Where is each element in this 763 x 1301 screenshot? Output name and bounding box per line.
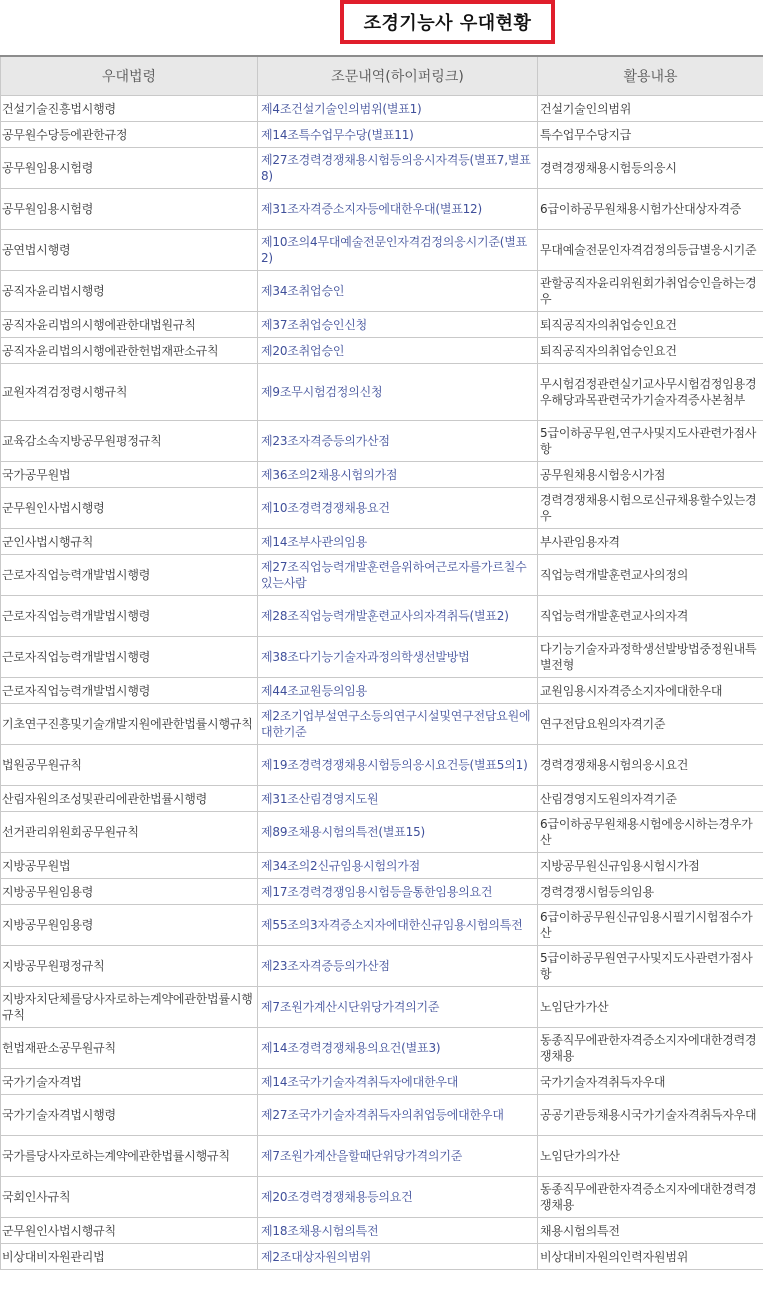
law-name-cell: 근로자직업능력개발법시행령 xyxy=(1,678,258,704)
table-row xyxy=(1,312,763,338)
table-row xyxy=(1,462,763,488)
law-name-cell: 비상대비자원관리법 xyxy=(1,1244,258,1270)
title-area xyxy=(0,0,763,46)
law-name-cell: 근로자직업능력개발법시행령 xyxy=(1,555,258,596)
table-row xyxy=(1,555,763,596)
table-row xyxy=(1,364,763,421)
table-row xyxy=(1,529,763,555)
article-link[interactable]: 제14조국가기술자격취득자에대한우대 xyxy=(258,1069,538,1095)
preference-table xyxy=(0,55,763,1270)
table-row xyxy=(1,1177,763,1218)
usage-cell: 동종직무에관한자격증소지자에대한경력경쟁채용 xyxy=(538,1177,763,1218)
article-link[interactable]: 제14조경력경쟁채용의요건(별표3) xyxy=(258,1028,538,1069)
table-row xyxy=(1,704,763,745)
article-link[interactable]: 제4조건설기술인의범위(별표1) xyxy=(258,96,538,122)
table-row xyxy=(1,488,763,529)
law-name-cell: 교원자격검정령시행규칙 xyxy=(1,364,258,421)
article-link[interactable]: 제44조교원등의임용 xyxy=(258,678,538,704)
table-header-row xyxy=(1,56,763,96)
law-name-cell: 법원공무원규칙 xyxy=(1,745,258,786)
law-name-cell: 공직자윤리법의시행에관한대법원규칙 xyxy=(1,312,258,338)
law-name-cell: 지방공무원법 xyxy=(1,853,258,879)
table-row xyxy=(1,1095,763,1136)
usage-cell: 무대예술전문인자격검정의등급별응시기준 xyxy=(538,230,763,271)
law-name-cell: 국가기술자격법 xyxy=(1,1069,258,1095)
table-row xyxy=(1,1069,763,1095)
law-name-cell: 군인사법시행규칙 xyxy=(1,529,258,555)
article-link[interactable]: 제23조자격증등의가산점 xyxy=(258,421,538,462)
table-row xyxy=(1,905,763,946)
table-row xyxy=(1,786,763,812)
usage-cell: 5급이하공무원,연구사및지도사관련가점사항 xyxy=(538,421,763,462)
law-name-cell: 공직자윤리법시행령 xyxy=(1,271,258,312)
article-link[interactable]: 제19조경력경쟁채용시험등의응시요건등(별표5의1) xyxy=(258,745,538,786)
usage-cell: 국가기술자격취득자우대 xyxy=(538,1069,763,1095)
usage-cell: 5급이하공무원연구사및지도사관련가점사항 xyxy=(538,946,763,987)
article-link[interactable]: 제20조경력경쟁채용등의요건 xyxy=(258,1177,538,1218)
usage-cell: 관할공직자윤리위원회가취업승인을하는경우 xyxy=(538,271,763,312)
law-name-cell: 국가기술자격법시행령 xyxy=(1,1095,258,1136)
usage-cell: 지방공무원신규임용시험시가점 xyxy=(538,853,763,879)
article-link[interactable]: 제34조취업승인 xyxy=(258,271,538,312)
law-name-cell: 지방자치단체를당사자로하는계약에관한법률시행규칙 xyxy=(1,987,258,1028)
law-name-cell: 공연법시행령 xyxy=(1,230,258,271)
usage-cell: 비상대비자원의인력자원범위 xyxy=(538,1244,763,1270)
law-name-cell: 건설기술진흥법시행령 xyxy=(1,96,258,122)
article-link[interactable]: 제2조기업부설연구소등의연구시설및연구전담요원에대한기준 xyxy=(258,704,538,745)
table-row xyxy=(1,987,763,1028)
table-row xyxy=(1,189,763,230)
law-name-cell: 선거관리위원회공무원규칙 xyxy=(1,812,258,853)
usage-cell: 특수업무수당지급 xyxy=(538,122,763,148)
header-article: 조문내역(하이퍼링크) xyxy=(258,56,538,96)
law-name-cell: 공무원임용시험령 xyxy=(1,189,258,230)
table-row xyxy=(1,148,763,189)
usage-cell: 경력경쟁채용시험으로신규채용할수있는경우 xyxy=(538,488,763,529)
article-link[interactable]: 제10조경력경쟁채용요건 xyxy=(258,488,538,529)
usage-cell: 6급이하공무원채용시험가산대상자격증 xyxy=(538,189,763,230)
article-link[interactable]: 제14조부사관의임용 xyxy=(258,529,538,555)
law-name-cell: 근로자직업능력개발법시행령 xyxy=(1,637,258,678)
article-link[interactable]: 제36조의2채용시험의가점 xyxy=(258,462,538,488)
article-link[interactable]: 제89조채용시험의특전(별표15) xyxy=(258,812,538,853)
usage-cell: 공공기관등채용시국가기술자격취득자우대 xyxy=(538,1095,763,1136)
table-row xyxy=(1,122,763,148)
usage-cell: 퇴직공직자의취업승인요건 xyxy=(538,312,763,338)
usage-cell: 노임단가의가산 xyxy=(538,1136,763,1177)
usage-cell: 6급이하공무원채용시험에응시하는경우가산 xyxy=(538,812,763,853)
article-link[interactable]: 제27조국가기술자격취득자의취업등에대한우대 xyxy=(258,1095,538,1136)
header-usage: 활용내용 xyxy=(538,56,763,96)
article-link[interactable]: 제9조무시험검정의신청 xyxy=(258,364,538,421)
usage-cell: 산림경영지도원의자격기준 xyxy=(538,786,763,812)
header-law: 우대법령 xyxy=(1,56,258,96)
law-name-cell: 지방공무원평정규칙 xyxy=(1,946,258,987)
article-link[interactable]: 제7조원가계산시단위당가격의기준 xyxy=(258,987,538,1028)
article-link[interactable]: 제23조자격증등의가산점 xyxy=(258,946,538,987)
law-name-cell: 산림자원의조성및관리에관한법률시행령 xyxy=(1,786,258,812)
law-name-cell: 지방공무원임용령 xyxy=(1,879,258,905)
table-row xyxy=(1,96,763,122)
usage-cell: 교원임용시자격증소지자에대한우대 xyxy=(538,678,763,704)
law-name-cell: 기초연구진흥및기술개발지원에관한법률시행규칙 xyxy=(1,704,258,745)
table-row xyxy=(1,230,763,271)
law-name-cell: 공직자윤리법의시행에관한헌법재판소규칙 xyxy=(1,338,258,364)
table-row xyxy=(1,946,763,987)
article-link[interactable]: 제31조산림경영지도원 xyxy=(258,786,538,812)
article-link[interactable]: 제27조경력경쟁채용시험등의응시자격등(별표7,별표8) xyxy=(258,148,538,189)
table-row xyxy=(1,812,763,853)
article-link[interactable]: 제14조특수업무수당(별표11) xyxy=(258,122,538,148)
usage-cell: 경력경쟁시험등의임용 xyxy=(538,879,763,905)
article-link[interactable]: 제28조직업능력개발훈련교사의자격취득(별표2) xyxy=(258,596,538,637)
page-title: 조경기능사 우대현황 xyxy=(340,0,555,44)
usage-cell: 직업능력개발훈련교사의정의 xyxy=(538,555,763,596)
law-name-cell: 교육감소속지방공무원평정규칙 xyxy=(1,421,258,462)
law-name-cell: 국회인사규칙 xyxy=(1,1177,258,1218)
law-name-cell: 군무원인사법시행규칙 xyxy=(1,1218,258,1244)
table-row xyxy=(1,879,763,905)
table-body xyxy=(1,96,763,1270)
usage-cell: 다기능기술자과정학생선발방법중정원내특별전형 xyxy=(538,637,763,678)
law-name-cell: 근로자직업능력개발법시행령 xyxy=(1,596,258,637)
law-name-cell: 공무원수당등에관한규정 xyxy=(1,122,258,148)
table-row xyxy=(1,1218,763,1244)
usage-cell: 동종직무에관한자격증소지자에대한경력경쟁채용 xyxy=(538,1028,763,1069)
article-link[interactable]: 제7조원가계산을할때단위당가격의기준 xyxy=(258,1136,538,1177)
table-row xyxy=(1,271,763,312)
table-row xyxy=(1,745,763,786)
table-row xyxy=(1,338,763,364)
usage-cell: 6급이하공무원신규임용시필기시험점수가산 xyxy=(538,905,763,946)
table-row xyxy=(1,596,763,637)
article-link[interactable]: 제38조다기능기술자과정의학생선발방법 xyxy=(258,637,538,678)
usage-cell: 경력경쟁채용시험의응시요건 xyxy=(538,745,763,786)
article-link[interactable]: 제27조직업능력개발훈련을위하여근로자를가르칠수있는사람 xyxy=(258,555,538,596)
table-row xyxy=(1,853,763,879)
law-name-cell: 헌법재판소공무원규칙 xyxy=(1,1028,258,1069)
usage-cell: 경력경쟁채용시험등의응시 xyxy=(538,148,763,189)
article-link[interactable]: 제2조대상자원의범위 xyxy=(258,1244,538,1270)
usage-cell: 노임단가가산 xyxy=(538,987,763,1028)
article-link[interactable]: 제20조취업승인 xyxy=(258,338,538,364)
table-row xyxy=(1,1028,763,1069)
table-row xyxy=(1,637,763,678)
usage-cell: 퇴직공직자의취업승인요건 xyxy=(538,338,763,364)
article-link[interactable]: 제34조의2신규임용시험의가점 xyxy=(258,853,538,879)
law-name-cell: 군무원인사법시행령 xyxy=(1,488,258,529)
article-link[interactable]: 제17조경력경쟁임용시험등을통한임용의요건 xyxy=(258,879,538,905)
table-row xyxy=(1,421,763,462)
law-name-cell: 공무원임용시험령 xyxy=(1,148,258,189)
usage-cell: 채용시험의특전 xyxy=(538,1218,763,1244)
usage-cell: 직업능력개발훈련교사의자격 xyxy=(538,596,763,637)
law-name-cell: 국가공무원법 xyxy=(1,462,258,488)
usage-cell: 부사관임용자격 xyxy=(538,529,763,555)
article-link[interactable]: 제31조자격증소지자등에대한우대(별표12) xyxy=(258,189,538,230)
table-row xyxy=(1,678,763,704)
article-link[interactable]: 제37조취업승인신청 xyxy=(258,312,538,338)
table-row xyxy=(1,1244,763,1270)
usage-cell: 공무원채용시험응시가점 xyxy=(538,462,763,488)
law-name-cell: 지방공무원임용령 xyxy=(1,905,258,946)
article-link[interactable]: 제55조의3자격증소지자에대한신규임용시험의특전 xyxy=(258,905,538,946)
law-name-cell: 국가를당사자로하는계약에관한법률시행규칙 xyxy=(1,1136,258,1177)
usage-cell: 무시험검정관련실기교사무시험검정임용경우해당과목관련국가기술자격증사본첨부 xyxy=(538,364,763,421)
article-link[interactable]: 제10조의4무대예술전문인자격검정의응시기준(별표2) xyxy=(258,230,538,271)
article-link[interactable]: 제18조채용시험의특전 xyxy=(258,1218,538,1244)
usage-cell: 건설기술인의범위 xyxy=(538,96,763,122)
usage-cell: 연구전담요원의자격기준 xyxy=(538,704,763,745)
table-row xyxy=(1,1136,763,1177)
